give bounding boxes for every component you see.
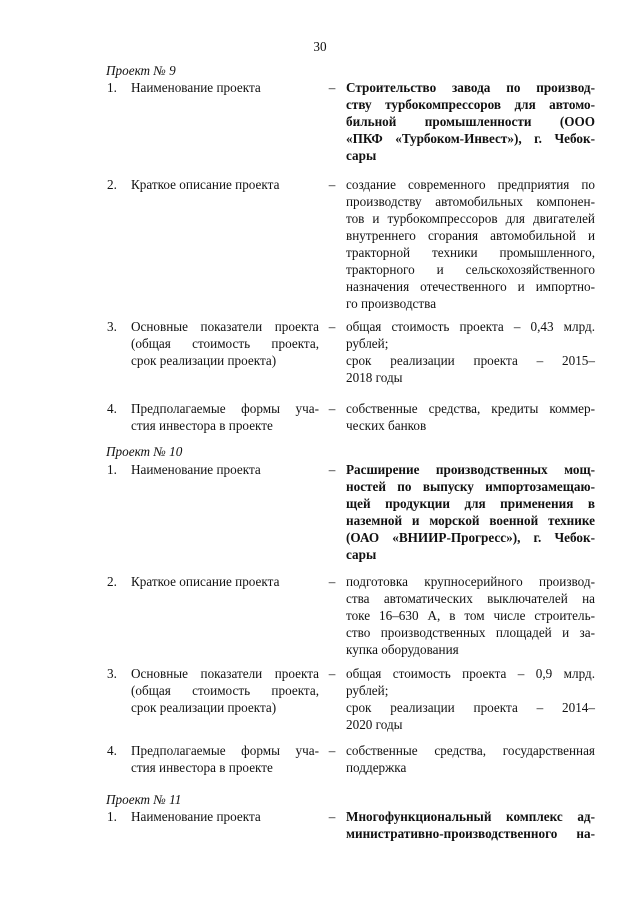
item-value: общая стоимость проекта – 0,9 млрд. рублей; срок реализации проекта – 2014– 2020 годы: [346, 666, 595, 732]
item-value: собственные средства, государственная поддержка: [346, 743, 595, 775]
item-value: Расширение производственных мощ- ностей по выпуску импортозамещаю- щей продукции для применения в наземной и морской военной технике (ОАО «ВНИИР-Прогресс»), г. Чебок- сары: [346, 462, 595, 562]
item-number: 4.: [107, 401, 117, 416]
item-label: Предполагаемые формы уча- стия инвестора в проекте: [131, 401, 319, 433]
item-number: 3.: [107, 666, 117, 681]
project-heading: Проект № 10: [106, 444, 183, 459]
item-label: Наименование проекта: [131, 809, 261, 824]
page-number: 30: [313, 39, 327, 54]
item-dash: –: [328, 574, 336, 589]
item-value: подготовка крупносерийного производ- ства автоматических выключателей на токе 16–630 А, в том числе строитель- ство производственных площадей и за- купка оборудования: [346, 574, 595, 657]
item-dash: –: [328, 462, 336, 477]
item-number: 1.: [107, 462, 117, 477]
item-dash: –: [328, 809, 336, 824]
item-number: 1.: [107, 80, 117, 95]
project-heading: Проект № 9: [106, 63, 176, 78]
item-label: Наименование проекта: [131, 80, 261, 95]
item-dash: –: [328, 743, 336, 758]
item-dash: –: [328, 401, 336, 416]
item-number: 3.: [107, 319, 117, 334]
item-label: Основные показатели проекта (общая стоимость проекта, срок реализации проекта): [131, 666, 319, 715]
item-number: 2.: [107, 574, 117, 589]
item-value: Строительство завода по производ- ству турбокомпрессоров для автомо- бильной промышленности (ООО «ПКФ «Турбоком-Инвест»), г. Чебок- сары: [346, 80, 595, 163]
item-label: Краткое описание проекта: [131, 177, 280, 192]
project-heading: Проект № 11: [106, 792, 182, 807]
item-dash: –: [328, 80, 336, 95]
item-value: Многофункциональный комплекс ад- министративно-производственного на-: [346, 809, 595, 841]
item-label: Основные показатели проекта (общая стоимость проекта, срок реализации проекта): [131, 319, 319, 368]
item-label: Предполагаемые формы уча- стия инвестора в проекте: [131, 743, 319, 775]
item-dash: –: [328, 319, 336, 334]
item-value: создание современного предприятия по производству автомобильных компонен- тов и турбокомпрессоров для двигателей внутреннего сгорания автомобильной и тракторной техники промышленного, тракторного и сельскохозяйственного назначения отечественного и импортно- го производства: [346, 177, 595, 311]
item-label: Наименование проекта: [131, 462, 261, 477]
item-label: Краткое описание проекта: [131, 574, 280, 589]
item-dash: –: [328, 666, 336, 681]
item-number: 1.: [107, 809, 117, 824]
item-value: собственные средства, кредиты коммер- ческих банков: [346, 401, 595, 433]
item-dash: –: [328, 177, 336, 192]
item-value: общая стоимость проекта – 0,43 млрд. рублей; срок реализации проекта – 2015– 2018 годы: [346, 319, 595, 385]
item-number: 2.: [107, 177, 117, 192]
item-number: 4.: [107, 743, 117, 758]
